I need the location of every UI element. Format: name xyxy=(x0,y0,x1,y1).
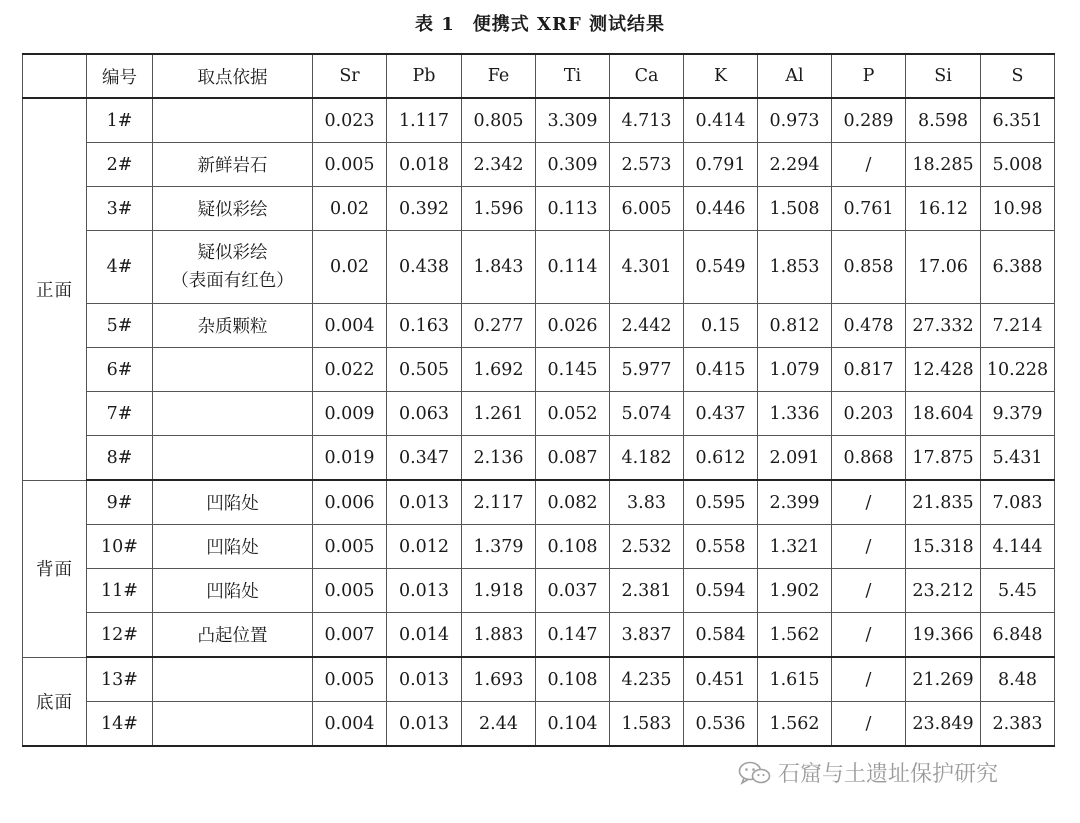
element-value: 0.108 xyxy=(536,525,610,569)
basis-text: 凹陷处 xyxy=(206,538,259,558)
table-number: 表 1 xyxy=(414,14,455,35)
element-value: 0.446 xyxy=(684,187,758,231)
element-value: 0.612 xyxy=(684,436,758,481)
sampling-basis xyxy=(153,304,313,348)
element-value: 0.063 xyxy=(387,392,462,436)
element-value: 17.875 xyxy=(906,436,981,481)
column-header: K xyxy=(684,54,758,98)
column-header: 编号 xyxy=(87,54,153,98)
element-value: 0.277 xyxy=(462,304,536,348)
element-value: 0.018 xyxy=(387,143,462,187)
table-row xyxy=(23,348,1055,392)
element-value: 0.584 xyxy=(684,613,758,658)
table-row xyxy=(23,436,1055,481)
element-value: 1.918 xyxy=(462,569,536,613)
table-row xyxy=(23,613,1055,658)
column-header xyxy=(23,54,87,98)
sample-id: 4# xyxy=(87,231,153,304)
table-title: 便携式 XRF 测试结果 xyxy=(472,14,666,35)
element-value: 1.508 xyxy=(758,187,832,231)
element-value: 0.163 xyxy=(387,304,462,348)
element-value: / xyxy=(832,525,906,569)
element-value: 0.147 xyxy=(536,613,610,658)
element-value: 15.318 xyxy=(906,525,981,569)
element-value: 9.379 xyxy=(981,392,1055,436)
element-value: 5.431 xyxy=(981,436,1055,481)
sample-id: 11# xyxy=(87,569,153,613)
sample-id: 1# xyxy=(87,98,153,143)
element-value: 18.285 xyxy=(906,143,981,187)
element-value: 6.005 xyxy=(610,187,684,231)
element-value: 4.144 xyxy=(981,525,1055,569)
element-value: / xyxy=(832,480,906,525)
column-header: Sr xyxy=(313,54,387,98)
element-value: 8.48 xyxy=(981,657,1055,702)
element-value: 0.004 xyxy=(313,304,387,348)
table-row xyxy=(23,143,1055,187)
element-value: 0.536 xyxy=(684,702,758,747)
element-value: 0.437 xyxy=(684,392,758,436)
element-value: 21.835 xyxy=(906,480,981,525)
table-row xyxy=(23,569,1055,613)
column-header: Fe xyxy=(462,54,536,98)
element-value: 1.321 xyxy=(758,525,832,569)
element-value: 1.883 xyxy=(462,613,536,658)
element-value: 3.309 xyxy=(536,98,610,143)
element-value: 0.006 xyxy=(313,480,387,525)
basis-text: 疑似彩绘 xyxy=(197,200,268,220)
element-value: 0.858 xyxy=(832,231,906,304)
column-header: Ti xyxy=(536,54,610,98)
wechat-icon xyxy=(738,761,772,785)
element-value: 0.02 xyxy=(313,187,387,231)
header-row xyxy=(23,54,1055,98)
element-value: 1.853 xyxy=(758,231,832,304)
element-value: 7.214 xyxy=(981,304,1055,348)
element-value: 1.379 xyxy=(462,525,536,569)
sampling-basis xyxy=(153,143,313,187)
sample-id: 6# xyxy=(87,348,153,392)
basis-text: 疑似彩绘 xyxy=(197,243,268,263)
sampling-basis xyxy=(153,348,313,392)
element-value: 0.868 xyxy=(832,436,906,481)
element-value: / xyxy=(832,657,906,702)
element-value: 27.332 xyxy=(906,304,981,348)
element-value: 0.012 xyxy=(387,525,462,569)
element-value: 0.113 xyxy=(536,187,610,231)
element-value: 12.428 xyxy=(906,348,981,392)
sampling-basis xyxy=(153,525,313,569)
element-value: 0.805 xyxy=(462,98,536,143)
element-value: 6.848 xyxy=(981,613,1055,658)
element-value: 2.399 xyxy=(758,480,832,525)
element-value: 1.596 xyxy=(462,187,536,231)
element-value: / xyxy=(832,613,906,658)
table-row xyxy=(23,657,1055,702)
element-value: 0.505 xyxy=(387,348,462,392)
element-value: 0.392 xyxy=(387,187,462,231)
table-row xyxy=(23,98,1055,143)
element-value: 0.005 xyxy=(313,143,387,187)
element-value: 0.005 xyxy=(313,569,387,613)
sample-id: 12# xyxy=(87,613,153,658)
element-value: 0.013 xyxy=(387,702,462,747)
basis-text: 凹陷处 xyxy=(206,494,259,514)
element-value: 21.269 xyxy=(906,657,981,702)
element-value: 5.977 xyxy=(610,348,684,392)
sampling-basis xyxy=(153,436,313,481)
element-value: 4.235 xyxy=(610,657,684,702)
element-value: 2.117 xyxy=(462,480,536,525)
column-header: Pb xyxy=(387,54,462,98)
element-value: 0.549 xyxy=(684,231,758,304)
element-value: 0.013 xyxy=(387,480,462,525)
element-value: 0.414 xyxy=(684,98,758,143)
basis-text: 凸起位置 xyxy=(197,626,268,646)
element-value: 5.074 xyxy=(610,392,684,436)
element-value: 1.336 xyxy=(758,392,832,436)
element-value: 1.843 xyxy=(462,231,536,304)
sample-id: 14# xyxy=(87,702,153,747)
element-value: 0.004 xyxy=(313,702,387,747)
column-header: S xyxy=(981,54,1055,98)
element-value: 0.005 xyxy=(313,525,387,569)
element-value: / xyxy=(832,702,906,747)
sample-id: 2# xyxy=(87,143,153,187)
element-value: 0.791 xyxy=(684,143,758,187)
column-header: Al xyxy=(758,54,832,98)
element-value: 2.381 xyxy=(610,569,684,613)
element-value: 0.594 xyxy=(684,569,758,613)
element-value: 0.347 xyxy=(387,436,462,481)
element-value: 0.595 xyxy=(684,480,758,525)
element-value: 0.415 xyxy=(684,348,758,392)
sample-id: 5# xyxy=(87,304,153,348)
element-value: 0.005 xyxy=(313,657,387,702)
element-value: 4.182 xyxy=(610,436,684,481)
group-back xyxy=(23,480,1055,657)
element-value: 2.294 xyxy=(758,143,832,187)
element-value: 4.301 xyxy=(610,231,684,304)
element-value: 1.117 xyxy=(387,98,462,143)
group-bottom xyxy=(23,657,1055,746)
element-value: 0.052 xyxy=(536,392,610,436)
table-row xyxy=(23,525,1055,569)
table-caption xyxy=(0,10,1080,36)
sampling-basis xyxy=(153,657,313,702)
sample-id: 10# xyxy=(87,525,153,569)
element-value: 10.228 xyxy=(981,348,1055,392)
group-label: 背面 xyxy=(23,480,87,657)
element-value: / xyxy=(832,569,906,613)
xrf-results-table xyxy=(22,53,1055,747)
element-value: 17.06 xyxy=(906,231,981,304)
sampling-basis xyxy=(153,98,313,143)
element-value: 3.837 xyxy=(610,613,684,658)
table-row xyxy=(23,702,1055,747)
element-value: 2.442 xyxy=(610,304,684,348)
element-value: 0.104 xyxy=(536,702,610,747)
sample-id: 13# xyxy=(87,657,153,702)
element-value: 0.817 xyxy=(832,348,906,392)
column-header: Ca xyxy=(610,54,684,98)
element-value: 2.573 xyxy=(610,143,684,187)
element-value: 0.145 xyxy=(536,348,610,392)
column-header: Si xyxy=(906,54,981,98)
element-value: 0.007 xyxy=(313,613,387,658)
table-row xyxy=(23,304,1055,348)
element-value: 10.98 xyxy=(981,187,1055,231)
element-value: 8.598 xyxy=(906,98,981,143)
element-value: 2.091 xyxy=(758,436,832,481)
element-value: 0.558 xyxy=(684,525,758,569)
element-value: 1.692 xyxy=(462,348,536,392)
element-value: 23.849 xyxy=(906,702,981,747)
element-value: 0.009 xyxy=(313,392,387,436)
element-value: 0.761 xyxy=(832,187,906,231)
element-value: 0.973 xyxy=(758,98,832,143)
element-value: 1.902 xyxy=(758,569,832,613)
element-value: 0.812 xyxy=(758,304,832,348)
element-value: 2.383 xyxy=(981,702,1055,747)
element-value: 5.45 xyxy=(981,569,1055,613)
element-value: 0.087 xyxy=(536,436,610,481)
element-value: 23.212 xyxy=(906,569,981,613)
element-value: 1.562 xyxy=(758,702,832,747)
table-row xyxy=(23,187,1055,231)
basis-text: 新鲜岩石 xyxy=(197,156,268,176)
element-value: 0.114 xyxy=(536,231,610,304)
table-row xyxy=(23,392,1055,436)
element-value: 6.351 xyxy=(981,98,1055,143)
element-value: 5.008 xyxy=(981,143,1055,187)
element-value: 19.366 xyxy=(906,613,981,658)
basis-text: 凹陷处 xyxy=(206,582,259,602)
column-header: P xyxy=(832,54,906,98)
column-header: 取点依据 xyxy=(153,54,313,98)
element-value: 2.532 xyxy=(610,525,684,569)
element-value: 16.12 xyxy=(906,187,981,231)
element-value: 0.082 xyxy=(536,480,610,525)
element-value: 0.289 xyxy=(832,98,906,143)
watermark xyxy=(738,757,998,788)
element-value: 0.451 xyxy=(684,657,758,702)
group-label: 正面 xyxy=(23,98,87,480)
element-value: 0.15 xyxy=(684,304,758,348)
sample-id: 7# xyxy=(87,392,153,436)
group-label: 底面 xyxy=(23,657,87,746)
element-value: 0.108 xyxy=(536,657,610,702)
element-value: / xyxy=(832,143,906,187)
element-value: 0.478 xyxy=(832,304,906,348)
element-value: 2.342 xyxy=(462,143,536,187)
sampling-basis xyxy=(153,702,313,747)
sampling-basis xyxy=(153,480,313,525)
sampling-basis xyxy=(153,392,313,436)
element-value: 18.604 xyxy=(906,392,981,436)
element-value: 0.019 xyxy=(313,436,387,481)
basis-note: （表面有红色） xyxy=(171,271,294,291)
element-value: 1.583 xyxy=(610,702,684,747)
element-value: 1.261 xyxy=(462,392,536,436)
basis-text: 杂质颗粒 xyxy=(197,317,268,337)
element-value: 0.013 xyxy=(387,657,462,702)
element-value: 0.026 xyxy=(536,304,610,348)
table-row xyxy=(23,480,1055,525)
watermark-text: 石窟与土遗址保护研究 xyxy=(778,762,999,787)
element-value: 0.203 xyxy=(832,392,906,436)
sample-id: 3# xyxy=(87,187,153,231)
element-value: 4.713 xyxy=(610,98,684,143)
sample-id: 8# xyxy=(87,436,153,481)
element-value: 0.02 xyxy=(313,231,387,304)
sampling-basis xyxy=(153,231,313,304)
element-value: 0.014 xyxy=(387,613,462,658)
element-value: 1.615 xyxy=(758,657,832,702)
element-value: 0.037 xyxy=(536,569,610,613)
element-value: 2.44 xyxy=(462,702,536,747)
sample-id: 9# xyxy=(87,480,153,525)
element-value: 2.136 xyxy=(462,436,536,481)
table-row xyxy=(23,231,1055,304)
group-front xyxy=(23,98,1055,480)
element-value: 3.83 xyxy=(610,480,684,525)
sampling-basis xyxy=(153,187,313,231)
element-value: 0.438 xyxy=(387,231,462,304)
element-value: 7.083 xyxy=(981,480,1055,525)
element-value: 1.562 xyxy=(758,613,832,658)
sampling-basis xyxy=(153,613,313,658)
element-value: 1.079 xyxy=(758,348,832,392)
element-value: 1.693 xyxy=(462,657,536,702)
element-value: 0.309 xyxy=(536,143,610,187)
element-value: 0.022 xyxy=(313,348,387,392)
sampling-basis xyxy=(153,569,313,613)
element-value: 0.023 xyxy=(313,98,387,143)
element-value: 0.013 xyxy=(387,569,462,613)
element-value: 6.388 xyxy=(981,231,1055,304)
